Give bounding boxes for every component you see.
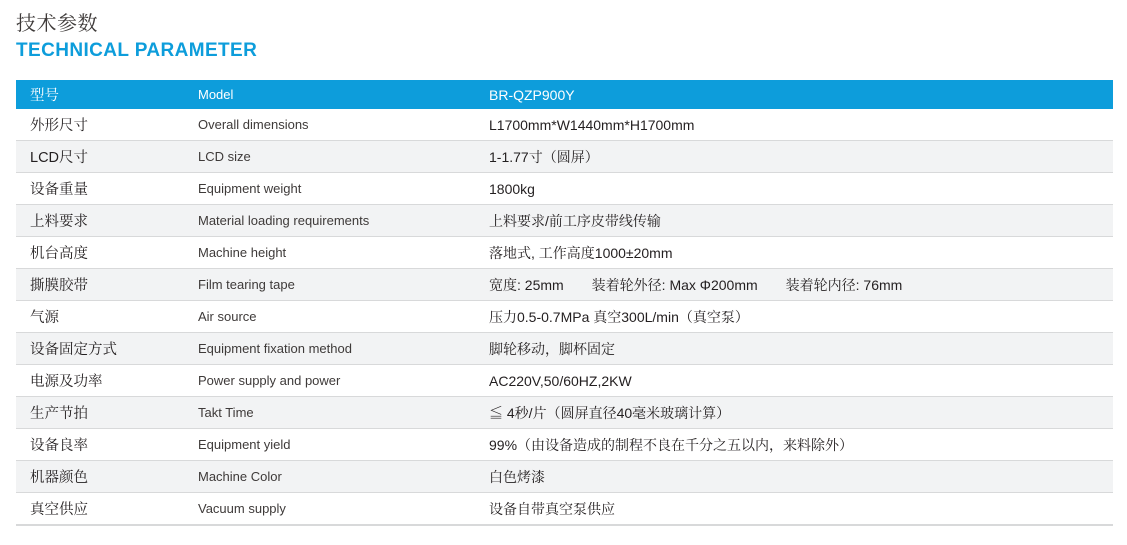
- row-label-en: Equipment yield: [184, 429, 475, 461]
- row-label-cn: 气源: [16, 301, 184, 333]
- row-label-en: Vacuum supply: [184, 493, 475, 525]
- row-label-cn: 撕膜胶带: [16, 269, 184, 301]
- row-label-cn: 设备良率: [16, 429, 184, 461]
- row-label-cn: 生产节拍: [16, 397, 184, 429]
- row-label-en: Equipment fixation method: [184, 333, 475, 365]
- row-label-cn: 设备重量: [16, 173, 184, 205]
- table-row: [16, 141, 1113, 173]
- row-value: 1800kg: [475, 173, 1113, 205]
- row-value: 99%（由设备造成的制程不良在千分之五以内，来料除外）: [475, 429, 1113, 461]
- table-row: [16, 205, 1113, 237]
- row-label-en: Film tearing tape: [184, 269, 475, 301]
- table-row: [16, 301, 1113, 333]
- table-row: [16, 109, 1113, 141]
- row-value: 脚轮移动，脚杯固定: [475, 333, 1113, 365]
- table-row: [16, 173, 1113, 205]
- row-label-en: Machine Color: [184, 461, 475, 493]
- table-row: [16, 333, 1113, 365]
- table-row: [16, 493, 1113, 525]
- row-label-cn: LCD尺寸: [16, 141, 184, 173]
- row-label-en: Material loading requirements: [184, 205, 475, 237]
- row-label-cn: 上料要求: [16, 205, 184, 237]
- row-label-en: Equipment weight: [184, 173, 475, 205]
- header-cell-model-value: BR-QZP900Y: [475, 80, 1113, 109]
- page-header: [0, 0, 1127, 64]
- row-label-en: Power supply and power: [184, 365, 475, 397]
- table-row: [16, 365, 1113, 397]
- row-label-en: Air source: [184, 301, 475, 333]
- row-value: ≦ 4秒/片（圆屏直径40毫米玻璃计算）: [475, 397, 1113, 429]
- row-value: 1-1.77寸（圆屏）: [475, 141, 1113, 173]
- row-label-en: LCD size: [184, 141, 475, 173]
- table-row: [16, 269, 1113, 301]
- row-label-en: Takt Time: [184, 397, 475, 429]
- header-cell-cn: 型号: [16, 80, 184, 109]
- table-row: [16, 461, 1113, 493]
- row-value: 落地式, 工作高度1000±20mm: [475, 237, 1113, 269]
- row-value: 白色烤漆: [475, 461, 1113, 493]
- row-value: 上料要求/前工序皮带线传输: [475, 205, 1113, 237]
- row-value: 压力0.5-0.7MPa 真空300L/min（真空泵）: [475, 301, 1113, 333]
- row-label-cn: 电源及功率: [16, 365, 184, 397]
- page-title-cn: 技术参数: [16, 13, 98, 35]
- row-value: L1700mm*W1440mm*H1700mm: [475, 109, 1113, 141]
- table-body: [16, 80, 1113, 525]
- table-row: [16, 429, 1113, 461]
- row-label-cn: 设备固定方式: [16, 333, 184, 365]
- specification-table: [16, 80, 1113, 525]
- row-label-cn: 机台高度: [16, 237, 184, 269]
- page-title-en: TECHNICAL PARAMETER: [16, 40, 258, 61]
- row-label-en: Machine height: [184, 237, 475, 269]
- row-value: 宽度: 25mm 装着轮外径: Max Φ200mm 装着轮内径: 76mm: [475, 269, 1113, 301]
- row-value: 设备自带真空泵供应: [475, 493, 1113, 525]
- table-header-row: [16, 80, 1113, 109]
- row-label-en: Overall dimensions: [184, 109, 475, 141]
- row-value: AC220V,50/60HZ,2KW: [475, 365, 1113, 397]
- table-row: [16, 397, 1113, 429]
- header-cell-en: Model: [184, 80, 475, 109]
- table-row: [16, 237, 1113, 269]
- row-label-cn: 真空供应: [16, 493, 184, 525]
- row-label-cn: 外形尺寸: [16, 109, 184, 141]
- row-label-cn: 机器颜色: [16, 461, 184, 493]
- table-bottom-rule: [16, 525, 1113, 526]
